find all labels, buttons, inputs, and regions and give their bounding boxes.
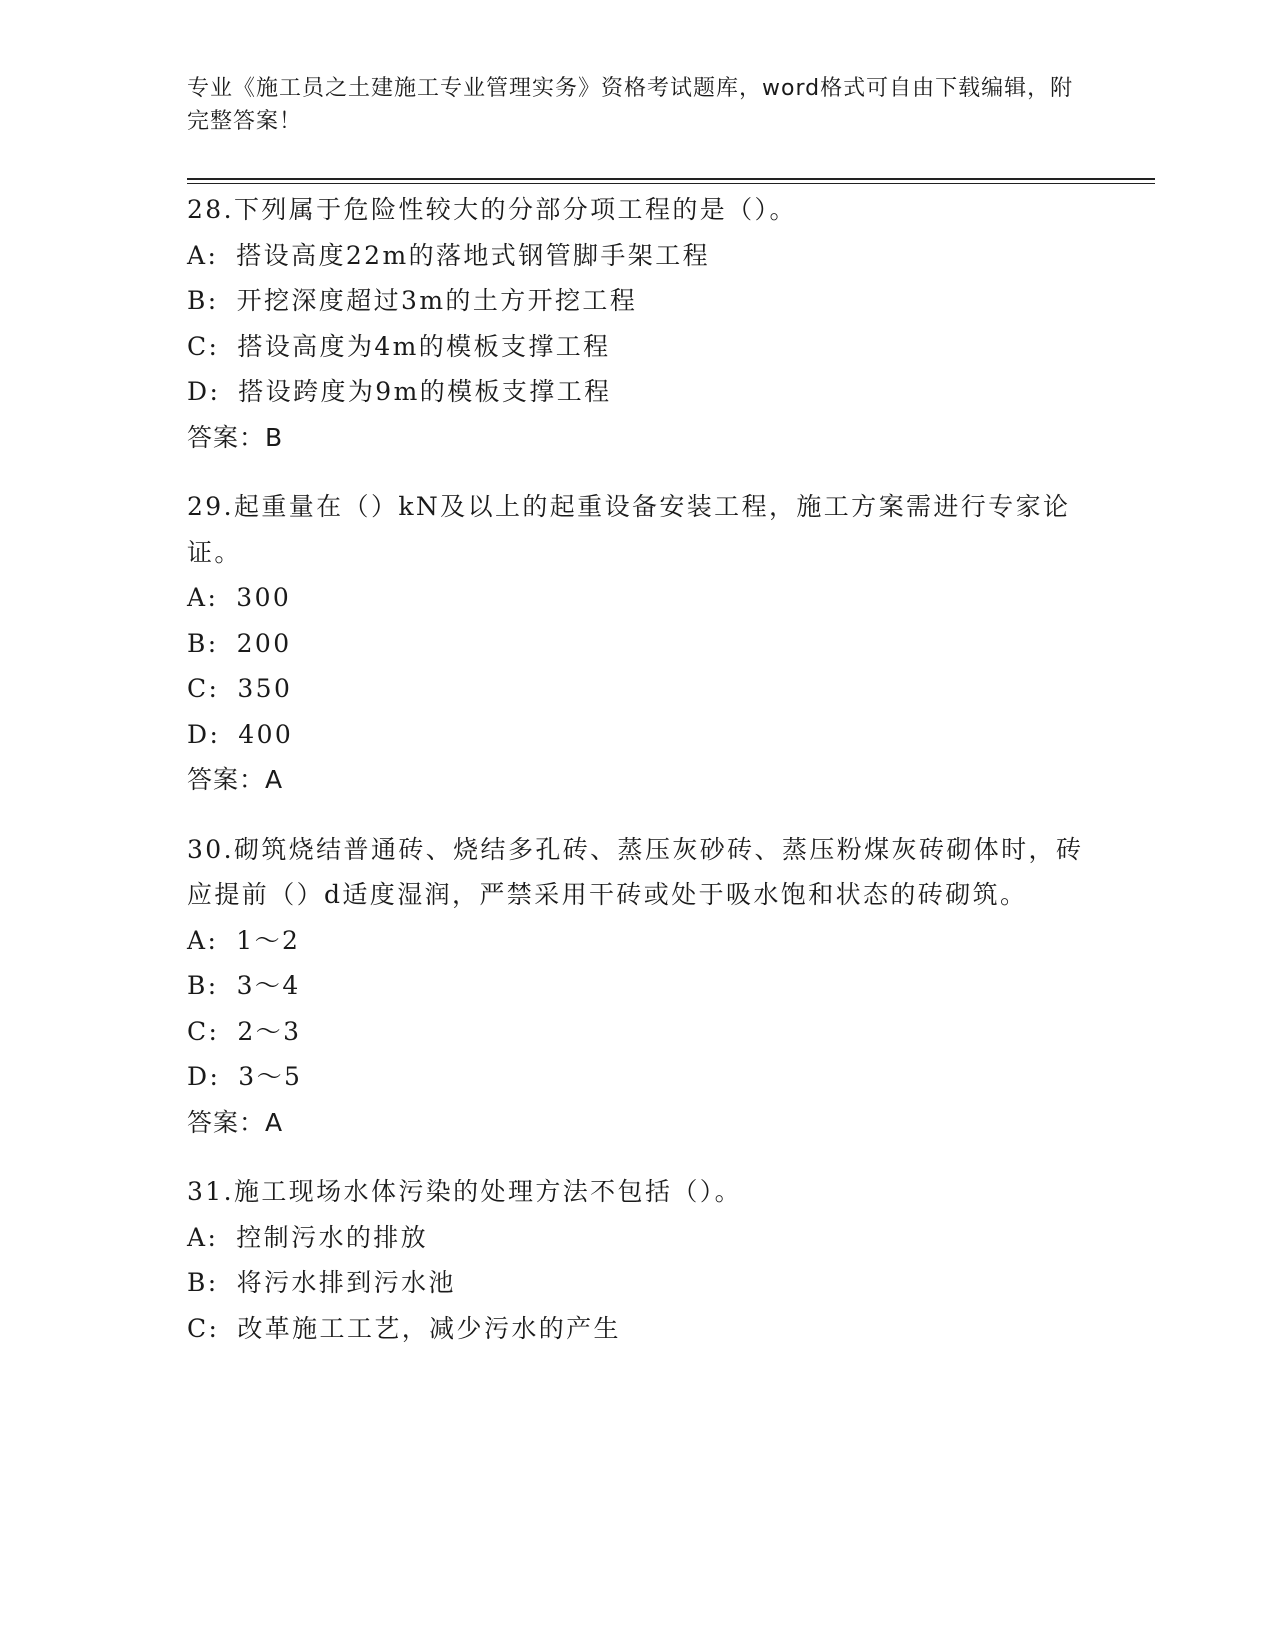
option-text: 将污水排到污水池 [236,1268,456,1297]
option-text: 搭设跨度为9m的模板支撑工程 [238,377,612,406]
option-letter: A: [187,583,219,612]
option-text: 200 [236,628,292,658]
option-text: 2～3 [237,1016,302,1046]
option-letter: C: [187,331,220,361]
option-text: 3～5 [238,1062,303,1091]
answer-line: 答案：A [187,1107,284,1137]
question-30 [187,827,1087,1146]
option-c [187,666,1087,712]
option-letter: B: [187,1268,219,1297]
option-d [187,712,1087,758]
question-31 [187,1169,1087,1351]
option-letter: D: [187,1062,221,1091]
option-a [187,233,1087,279]
header-rule-thick [187,178,1155,180]
option-text: 1～2 [236,925,301,955]
header-rule-thin [187,183,1155,184]
option-text: 开挖深度超过3m的土方开挖工程 [236,286,638,315]
option-b [187,278,1087,324]
option-b [187,621,1087,667]
page-header: 专业《施工员之土建施工专业管理实务》资格考试题库，word格式可自由下载编辑，附完整答案！ [187,76,1074,134]
option-text: 350 [237,674,293,703]
option-b [187,963,1087,1009]
option-letter: B: [187,971,219,1000]
option-d [187,1054,1087,1100]
option-text: 搭设高度为4m的模板支撑工程 [237,331,611,361]
option-text: 300 [236,583,292,612]
option-text: 改革施工工艺，减少污水的产生 [237,1313,621,1343]
option-b [187,1260,1087,1306]
option-letter: C: [187,674,220,703]
option-a [187,575,1087,621]
option-c [187,1306,1087,1352]
option-text: 控制污水的排放 [236,1222,429,1252]
option-c [187,324,1087,370]
option-letter: A: [187,925,219,955]
question-28 [187,187,1087,460]
option-text: 3～4 [236,971,301,1000]
question-stem: 30.砌筑烧结普通砖、烧结多孔砖、蒸压灰砂砖、蒸压粉煤灰砖砌体时，砖应提前（）d适度湿润，严禁采用干砖或处于吸水饱和状态的砖砌筑。 [187,834,1084,909]
option-letter: B: [187,628,219,658]
answer-line: 答案：A [187,765,284,794]
question-29 [187,484,1087,803]
option-letter: C: [187,1313,220,1343]
option-letter: A: [187,240,219,270]
option-text: 搭设高度22m的落地式钢管脚手架工程 [236,240,711,270]
question-stem: 29.起重量在（）kN及以上的起重设备安装工程，施工方案需进行专家论证。 [187,492,1071,567]
option-letter: B: [187,286,219,315]
option-d [187,369,1087,415]
option-letter: A: [187,1222,219,1252]
option-a [187,1215,1087,1261]
option-c [187,1009,1087,1055]
option-letter: C: [187,1016,220,1046]
option-letter: D: [187,377,221,406]
option-letter: D: [187,719,221,749]
question-stem: 31.施工现场水体污染的处理方法不包括（）。 [187,1177,743,1206]
question-stem: 28.下列属于危险性较大的分部分项工程的是（）。 [187,195,797,224]
option-text: 400 [238,719,294,749]
answer-line: 答案：B [187,422,284,452]
option-a [187,918,1087,964]
question-list [187,187,1087,1375]
